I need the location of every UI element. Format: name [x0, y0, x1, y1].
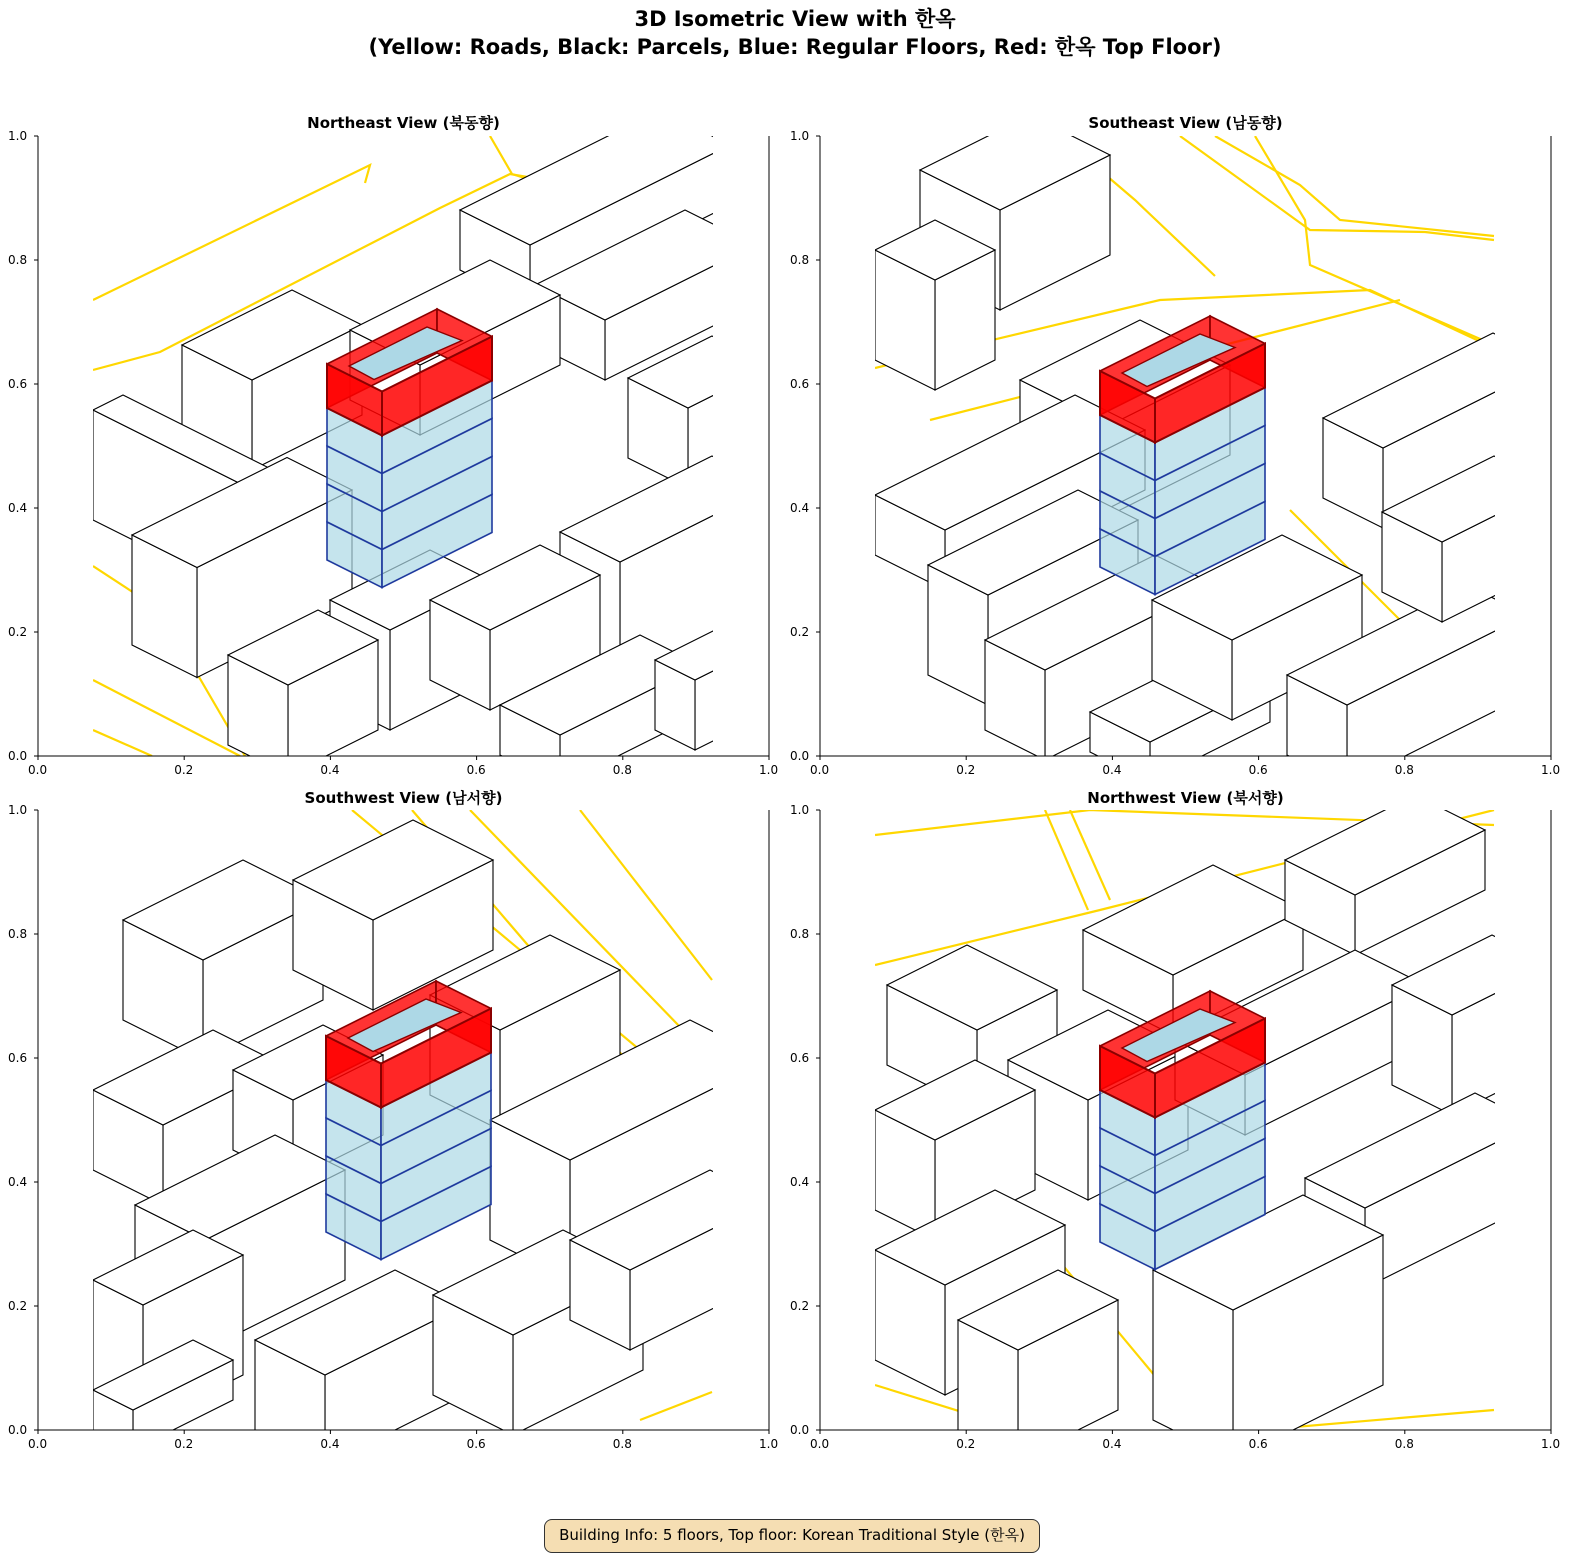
panel-title: Northeast View (북동향) — [307, 114, 500, 132]
x-tick-label: 0.8 — [612, 763, 632, 777]
x-tick-label: 0.6 — [466, 763, 486, 777]
y-tick-label: 0.8 — [8, 253, 28, 267]
x-tick-label: 0.8 — [1394, 1437, 1414, 1451]
y-tick-label: 0.8 — [790, 253, 810, 267]
building-info-box: Building Info: 5 floors, Top floor: Korean Traditional Style (한옥) — [544, 1519, 1040, 1553]
y-tick-label: 0.8 — [8, 927, 28, 941]
x-tick-label: 0.8 — [1394, 763, 1414, 777]
panel-title: Southwest View (남서향) — [304, 789, 503, 807]
x-tick-label: 1.0 — [1541, 1437, 1561, 1451]
x-tick-label: 0.0 — [810, 763, 830, 777]
y-tick-label: 0.6 — [790, 377, 810, 391]
x-tick-label: 1.0 — [759, 1437, 779, 1451]
y-tick-label: 0.6 — [790, 1051, 810, 1065]
y-tick-label: 0.4 — [8, 1175, 28, 1189]
y-tick-label: 0.0 — [8, 1423, 28, 1437]
x-tick-label: 0.0 — [28, 763, 48, 777]
y-tick-label: 0.2 — [8, 625, 28, 639]
x-tick-label: 0.2 — [174, 1437, 194, 1451]
y-tick-label: 0.4 — [790, 1175, 810, 1189]
x-tick-label: 1.0 — [759, 763, 779, 777]
y-tick-label: 0.6 — [8, 377, 28, 391]
x-tick-label: 0.4 — [1102, 763, 1122, 777]
y-tick-label: 0.0 — [790, 749, 810, 763]
x-tick-label: 0.0 — [28, 1437, 48, 1451]
panel-title: Southeast View (남동향) — [1088, 114, 1283, 132]
y-tick-label: 0.2 — [790, 625, 810, 639]
x-tick-label: 0.4 — [1102, 1437, 1122, 1451]
y-tick-label: 0.2 — [8, 1299, 28, 1313]
x-tick-label: 0.0 — [810, 1437, 830, 1451]
y-tick-label: 0.4 — [790, 501, 810, 515]
x-tick-label: 0.4 — [320, 763, 340, 777]
figure-title-line2: (Yellow: Roads, Black: Parcels, Blue: Regular Floors, Red: 한옥 Top Floor) — [368, 35, 1222, 59]
y-tick-label: 0.0 — [8, 749, 28, 763]
figure-title-line1: 3D Isometric View with 한옥 — [634, 7, 956, 31]
y-tick-label: 0.4 — [8, 501, 28, 515]
y-tick-label: 1.0 — [8, 129, 28, 143]
panel-title: Northwest View (북서향) — [1087, 789, 1284, 807]
x-tick-label: 0.2 — [956, 1437, 976, 1451]
y-tick-label: 0.6 — [8, 1051, 28, 1065]
x-tick-label: 0.2 — [174, 763, 194, 777]
y-tick-label: 1.0 — [790, 803, 810, 817]
x-tick-label: 0.8 — [612, 1437, 632, 1451]
y-tick-label: 0.8 — [790, 927, 810, 941]
y-tick-label: 1.0 — [790, 129, 810, 143]
x-tick-label: 0.4 — [320, 1437, 340, 1451]
x-tick-label: 0.6 — [1248, 763, 1268, 777]
x-tick-label: 1.0 — [1541, 763, 1561, 777]
x-tick-label: 0.6 — [1248, 1437, 1268, 1451]
x-tick-label: 0.6 — [466, 1437, 486, 1451]
x-tick-label: 0.2 — [956, 763, 976, 777]
y-tick-label: 1.0 — [8, 803, 28, 817]
y-tick-label: 0.0 — [790, 1423, 810, 1437]
y-tick-label: 0.2 — [790, 1299, 810, 1313]
